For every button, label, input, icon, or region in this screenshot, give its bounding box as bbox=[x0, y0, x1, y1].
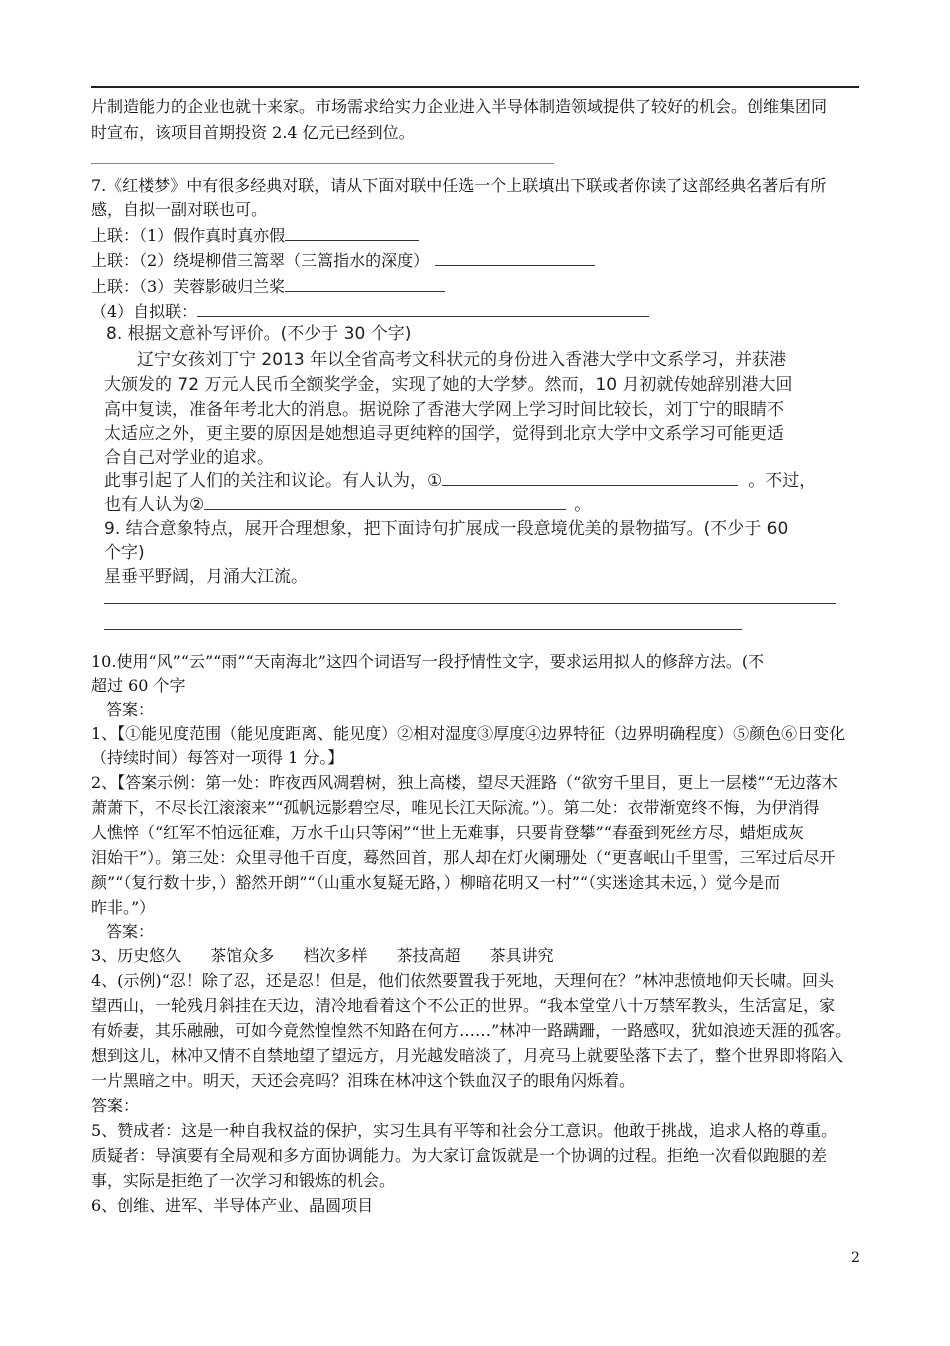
top-text-line-1: 片制造能力的企业也就十来家。市场需求给实力企业进入半导体制造领域提供了较好的机会。创维集团同 bbox=[91, 97, 828, 116]
answer-blank[interactable] bbox=[197, 300, 649, 317]
answer-blank[interactable] bbox=[435, 249, 595, 266]
q8-opinion-1-lead: 此事引起了人们的关注和议论。有人认为，① bbox=[104, 471, 443, 491]
answer-2-line-4: 泪始干”）。第三处：众里寻他千百度，蓦然回首，那人却在灯火阑珊处（“更喜岷山千里雪，三军过后尽开 bbox=[91, 848, 836, 867]
q8-blank-line-2 bbox=[104, 493, 591, 517]
answer-3-item: 档次多样 bbox=[303, 946, 368, 965]
answer-5-line-3: 事，实际是拒绝了一次学习和锻炼的机会。 bbox=[91, 1171, 396, 1190]
q8-blank-line-1 bbox=[104, 469, 816, 493]
answers-label: 答案： bbox=[106, 700, 155, 719]
answer-4-line-4: 想到这儿，林冲又情不自禁地望了望远方，月光越发暗淡了，月亮马上就要坠落下去了，整个世界即将陷入 bbox=[91, 1046, 844, 1065]
answer-blank[interactable] bbox=[204, 493, 566, 510]
answer-blank[interactable] bbox=[442, 469, 738, 486]
q8-title: 8. 根据文意补写评价。(不少于 30 个字) bbox=[106, 324, 412, 344]
header-rule bbox=[91, 86, 859, 88]
page-number: 2 bbox=[851, 1250, 860, 1266]
answer-2-line-5: 颜”“（复行数十步，）豁然开朗”“（山重水复疑无路，）柳暗花明又一村”“（实迷途其未远，）觉今是而 bbox=[91, 873, 781, 892]
answer-line[interactable] bbox=[104, 603, 836, 604]
answer-5-line-2: 质疑者：导演要有全局观和多方面协调能力。为大家订盒饭就是一个协调的过程。拒绝一次看似跑腿的差 bbox=[91, 1146, 828, 1165]
q8-text-line-3: 高中复读，准备年考北大的消息。据说除了香港大学网上学习时间比较长，刘丁宁的眼睛不 bbox=[104, 400, 784, 420]
q8-text-line-2: 大颁发的 72 万元人民币全额奖学金，实现了她的大学梦。然而，10 月初就传她辞别港大回 bbox=[104, 375, 793, 395]
section-divider bbox=[91, 163, 554, 164]
answer-2-line-1: 2、【答案示例：第一处：昨夜西风凋碧树，独上高楼，望尽天涯路（“欲穷千里目，更上一层楼”“无边落木 bbox=[91, 773, 838, 792]
q8-text-line-4: 太适应之外，更主要的原因是她想追寻更纯粹的国学，觉得到北京大学中文系学习可能更适 bbox=[104, 424, 784, 444]
top-text-line-2: 时宣布，该项目首期投资 2.4 亿元已经到位。 bbox=[91, 123, 415, 142]
q7-couplet-4-text: （4）自拟联： bbox=[91, 302, 198, 321]
answer-4-line-1: 4、(示例)“忍！除了忍，还是忍！但是，他们依然要置我于死地，天理何在？”林冲悲愤地仰天长啸。回头 bbox=[91, 971, 835, 990]
q7-couplet-3-text: 上联：（3）芙蓉影破归兰桨 bbox=[91, 277, 286, 296]
q10-prompt-line-1: 10.使用“风”“云”“雨”“天南海北”这四个词语写一段抒情性文字，要求运用拟人的修辞方法。(不 bbox=[91, 652, 765, 671]
q7-couplet-1 bbox=[91, 224, 419, 247]
q8-opinion-2-lead: 也有人认为② bbox=[104, 495, 205, 515]
q8-text-line-5: 合自己对学业的追求。 bbox=[104, 448, 274, 468]
answers-label: 答案： bbox=[106, 922, 155, 941]
answer-blank[interactable] bbox=[285, 224, 419, 241]
q8-text-line-1: 辽宁女孩刘丁宁 2013 年以全省高考文科状元的身份进入香港大学中文系学习，并获港 bbox=[137, 350, 787, 370]
q7-couplet-1-text: 上联：（1）假作真时真亦假 bbox=[91, 226, 286, 245]
q9-prompt-line-1: 9. 结合意象特点，展开合理想象，把下面诗句扩展成一段意境优美的景物描写。(不少于 60 bbox=[104, 519, 789, 539]
q7-couplet-3 bbox=[91, 275, 445, 298]
answer-4-line-2: 望西山，一轮残月斜挂在天边，清冷地看着这个不公正的世界。“我本堂堂八十万禁军教头，生活富足，家 bbox=[91, 996, 836, 1015]
answer-1-line-2: （持续时间）每答对一项得 1 分。】 bbox=[91, 748, 344, 767]
answer-2-line-3: 人憔悴（“红军不怕远征难，万水千山只等闲”“世上无难事，只要肯登攀”“春蚕到死丝方尽，蜡炬成灰 bbox=[91, 823, 804, 842]
q8-opinion-2-tail: 。 bbox=[574, 495, 592, 515]
answer-2-line-2: 萧萧下，不尽长江滚滚来”“孤帆远影碧空尽，唯见长江天际流。”）。第二处：衣带渐宽终不悔，为伊消得 bbox=[91, 798, 820, 817]
answers-label: 答案： bbox=[91, 1096, 140, 1115]
q7-couplet-2 bbox=[91, 249, 595, 272]
answer-5-line-1: 5、赞成者：这是一种自我权益的保护，实习生具有平等和社会分工意识。他敢于挑战，追求人格的尊重。 bbox=[91, 1121, 838, 1140]
q10-prompt-line-2: 超过 60 个字 bbox=[91, 676, 186, 695]
answer-4-line-5: 一片黑暗之中。明天，天还会亮吗？泪珠在林冲这个铁血汉子的眼角闪烁着。 bbox=[91, 1071, 636, 1090]
answer-3-item: 茶技高超 bbox=[396, 946, 461, 965]
answer-blank[interactable] bbox=[285, 275, 445, 292]
answer-4-line-3: 有娇妻，其乐融融，可如今竟然惶惶然不知路在何方……”林冲一路蹒跚，一路感叹，犹如浪迹天涯的孤客。 bbox=[91, 1021, 852, 1040]
q7-couplet-4 bbox=[91, 300, 649, 323]
answer-3-item: 茶具讲究 bbox=[489, 946, 554, 965]
q7-prompt-line-1: 7.《红楼梦》中有很多经典对联，请从下面对联中任选一个上联填出下联或者你读了这部经典名著后有所 bbox=[91, 176, 827, 195]
answer-3 bbox=[91, 945, 554, 967]
answer-3-item: 3、历史悠久 bbox=[91, 946, 182, 965]
answer-line[interactable] bbox=[104, 629, 742, 630]
q8-opinion-1-tail: 。不过， bbox=[748, 471, 817, 491]
answer-3-item: 茶馆众多 bbox=[210, 946, 275, 965]
q9-prompt-line-2: 个字) bbox=[104, 543, 145, 563]
answer-2-line-6: 昨非。”） bbox=[91, 898, 156, 917]
answer-6: 6、创维、进军、半导体产业、晶圆项目 bbox=[91, 1196, 374, 1215]
q7-prompt-line-2: 感，自拟一副对联也可。 bbox=[91, 200, 268, 219]
answer-1-line-1: 1、【①能见度范围（能见度距离、能见度）②相对湿度③厚度④边界特征（边界明确程度）⑤颜色⑥日变化 bbox=[91, 724, 846, 743]
q9-poem: 星垂平野阔，月涌大江流。 bbox=[104, 567, 308, 587]
q7-couplet-2-text: 上联：（2）绕堤柳借三篙翠（三篙指水的深度） bbox=[91, 251, 430, 270]
